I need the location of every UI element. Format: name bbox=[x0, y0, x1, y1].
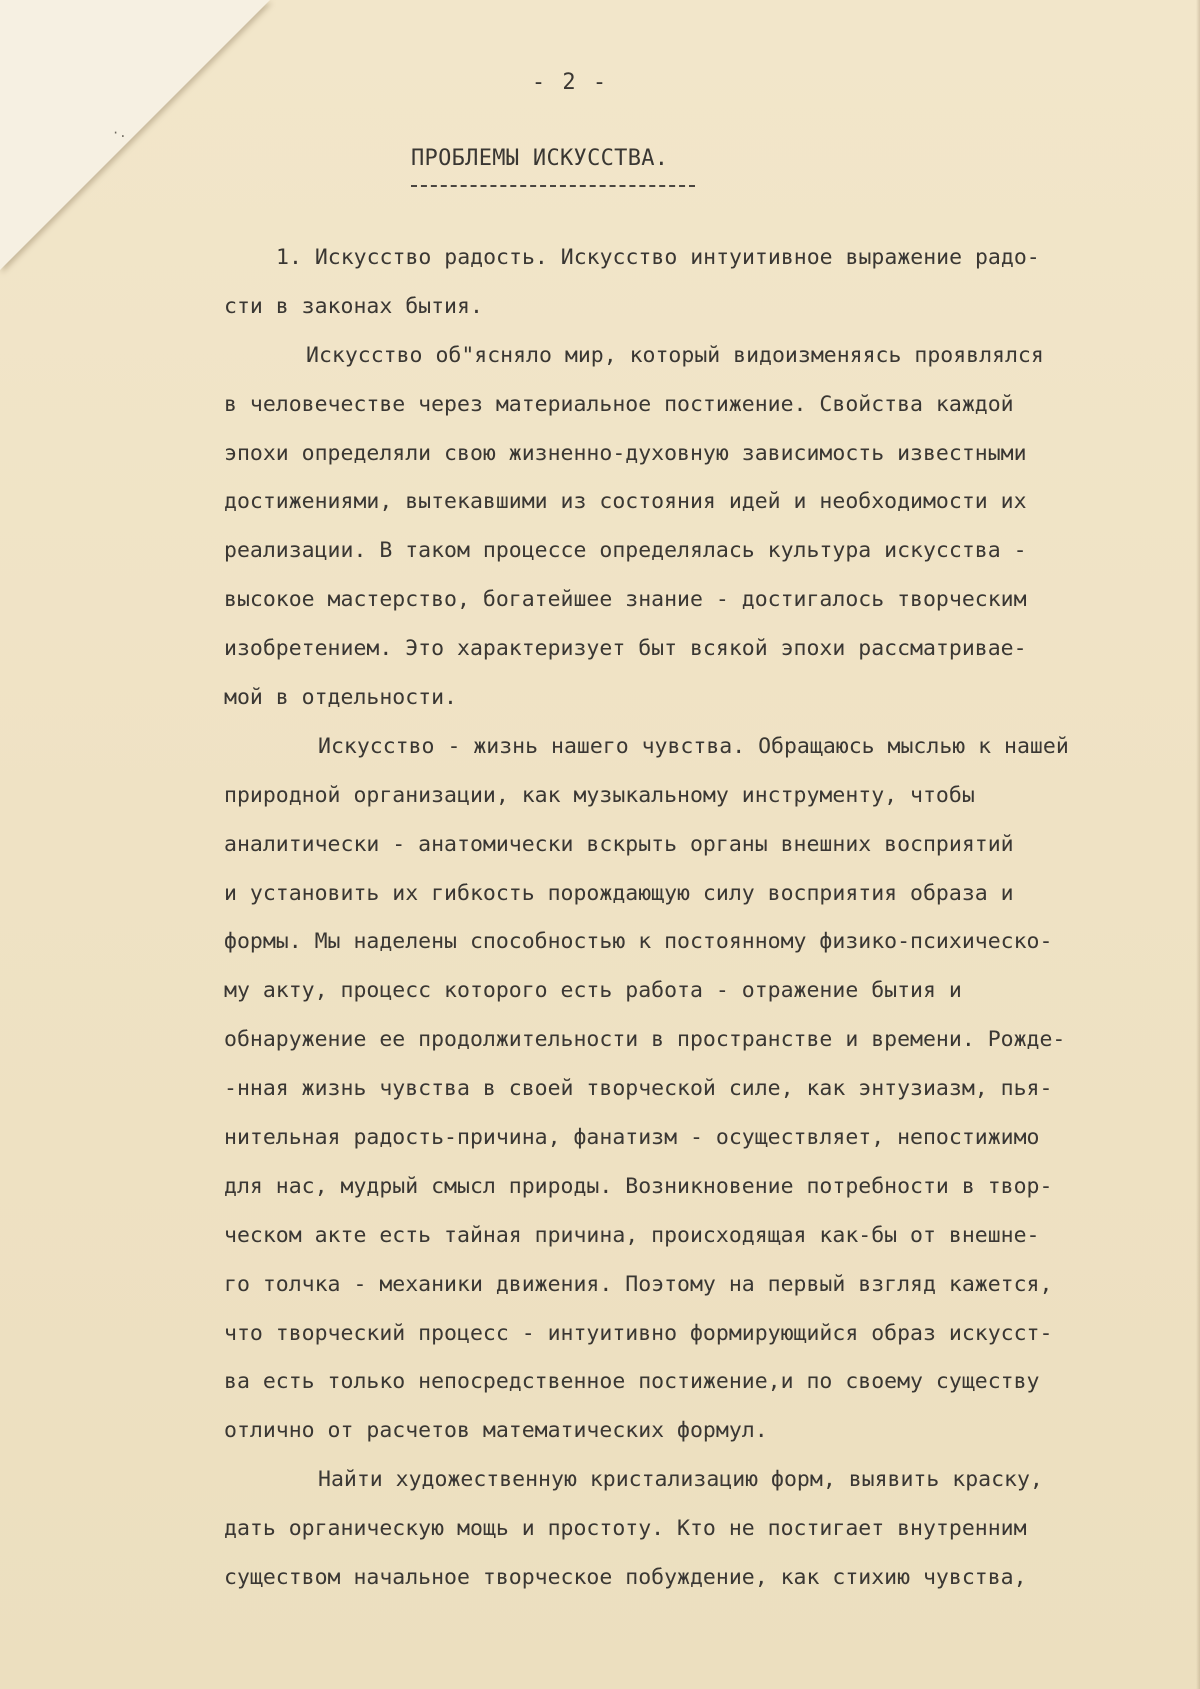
text-line: Искусство об"ясняло мир, который видоизменяясь проявлялся bbox=[306, 342, 1044, 368]
text-line: существом начальное творческое побуждение, как стихию чувства, bbox=[224, 1565, 1027, 1591]
text-line: -нная жизнь чувства в своей творческой силе, как энтузиазм, пья- bbox=[224, 1076, 1053, 1102]
text-line: Искусство - жизнь нашего чувства. Обращаюсь мыслью к нашей bbox=[318, 733, 1069, 759]
text-line: достижениями, вытекавшими из состояния идей и необходимости их bbox=[224, 489, 1027, 515]
text-line: аналитически - анатомически вскрыть органы внешних восприятий bbox=[224, 831, 1014, 857]
paragraph bbox=[224, 243, 1174, 341]
text-line: высокое мастерство, богатейшее знание - достигалось творческим bbox=[224, 587, 1027, 613]
text-line: нительная радость-причина, фанатизм - осуществляет, непостижимо bbox=[224, 1125, 1040, 1151]
text-line: сти в законах бытия. bbox=[224, 293, 483, 319]
text-line: в человечестве через материальное постижение. Свойства каждой bbox=[224, 391, 1014, 417]
page-title: ПРОБЛЕМЫ ИСКУССТВА. bbox=[411, 146, 669, 171]
text-line: обнаружение ее продолжительности в пространстве и времени. Рожде- bbox=[224, 1027, 1066, 1053]
staple-mark-icon: ·. bbox=[112, 126, 127, 140]
text-line: дать органическую мощь и простоту. Кто не постигает внутренним bbox=[224, 1516, 1027, 1542]
text-line: реализации. В таком процессе определялась культура искусства - bbox=[224, 538, 1027, 564]
body-text bbox=[224, 243, 1174, 1612]
text-line: изобретением. Это характеризует быт всякой эпохи рассматривае- bbox=[224, 636, 1027, 662]
text-line: что творческий процесс - интуитивно формирующийся образ искусст- bbox=[224, 1320, 1053, 1346]
text-line: ческом акте есть тайная причина, происходящая как-бы от внешне- bbox=[224, 1222, 1040, 1248]
paragraph bbox=[224, 732, 1174, 1465]
title-block bbox=[411, 146, 696, 187]
text-line: отлично от расчетов математических формул. bbox=[224, 1418, 768, 1444]
title-underline bbox=[411, 185, 695, 187]
paragraph bbox=[224, 341, 1174, 732]
text-line: природной организации, как музыкальному инструменту, чтобы bbox=[224, 782, 975, 808]
text-line: ва есть только непосредственное постижение,и по своему существу bbox=[224, 1369, 1040, 1395]
text-line: му акту, процесс которого есть работа - отражение бытия и bbox=[224, 978, 962, 1004]
text-line: эпохи определяли свою жизненно-духовную зависимость известными bbox=[224, 440, 1027, 466]
folded-corner bbox=[0, 0, 270, 270]
page-edge-shadow bbox=[1196, 0, 1200, 1689]
text-line: и установить их гибкость порождающую силу восприятия образа и bbox=[224, 880, 1014, 906]
text-line: формы. Мы наделены способностью к постоянному физико-психическо- bbox=[224, 929, 1053, 955]
text-line: 1. Искусство радость. Искусство интуитивное выражение радо- bbox=[276, 245, 1040, 270]
paragraph bbox=[224, 1465, 1174, 1612]
text-line: Найти художественную кристализацию форм, выявить краску, bbox=[318, 1467, 1043, 1493]
text-line: го толчка - механики движения. Поэтому на первый взгляд кажется, bbox=[224, 1271, 1053, 1297]
page-number: - 2 - bbox=[531, 70, 609, 95]
text-line: для нас, мудрый смысл природы. Возникновение потребности в твор- bbox=[224, 1173, 1053, 1199]
text-line: мой в отдельности. bbox=[224, 685, 457, 711]
